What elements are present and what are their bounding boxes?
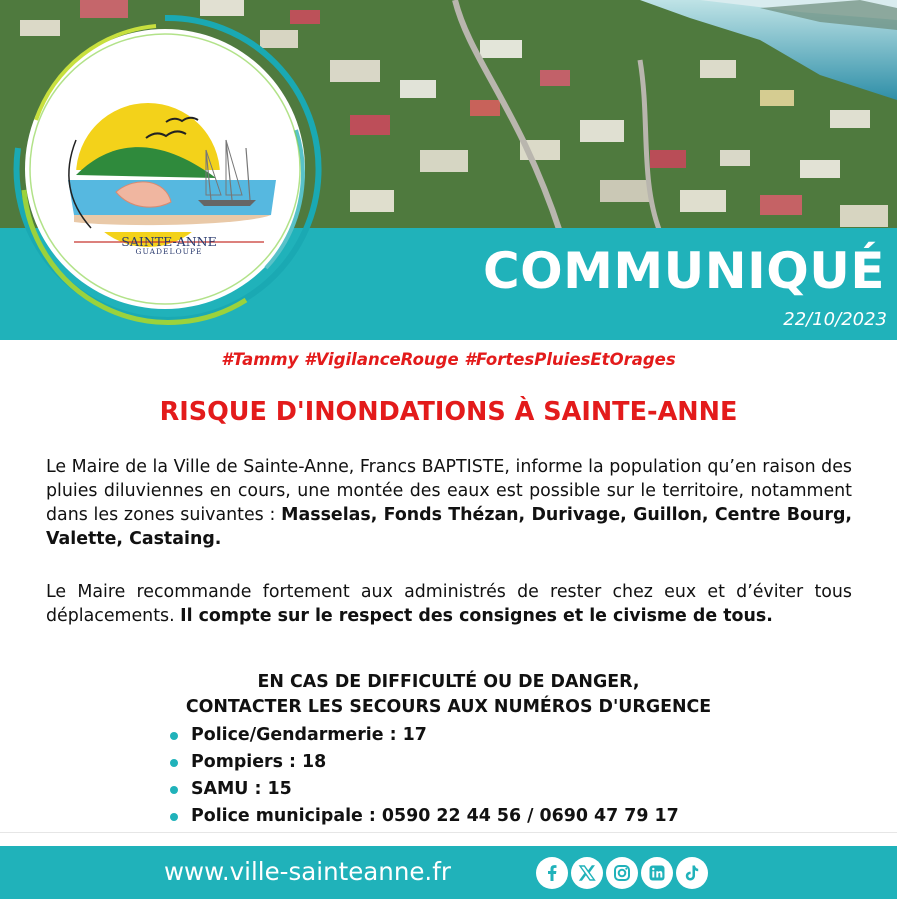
facebook-icon[interactable] (536, 857, 568, 889)
emergency-heading-line2: CONTACTER LES SECOURS AUX NUMÉROS D'URGENCE (185, 697, 712, 717)
recommendation-text: Le Maire recommande fortement aux administrés de rester chez eux et d’éviter tous déplacements. (46, 582, 852, 626)
tiktok-icon[interactable] (676, 857, 708, 889)
social-links (536, 857, 708, 889)
emergency-number-item (168, 777, 679, 804)
flood-zones: Masselas, Fonds Thézan, Durivage, Guillon, Centre Bourg, Valette, Castaing. (46, 505, 852, 549)
recommendation-paragraph (46, 580, 852, 628)
footer-bar (0, 846, 897, 899)
announcement-paragraph (46, 455, 852, 551)
footer-divider (0, 832, 897, 833)
instagram-icon[interactable] (606, 857, 638, 889)
emergency-number-label: Police municipale : 0590 22 44 56 / 0690 47 79 17 (191, 806, 679, 826)
recommendation-bold: Il compte sur le respect des consignes et le civisme de tous. (180, 606, 773, 626)
sainte-anne-logo (6, 10, 324, 328)
hashtags: #Tammy #VigilanceRouge #FortesPluiesEtOrages (221, 350, 676, 369)
emergency-number-label: SAMU : 15 (191, 779, 292, 799)
logo-emblem (6, 10, 324, 328)
website-link[interactable]: www.ville-sainteanne.fr (164, 857, 451, 886)
emergency-number-label: Police/Gendarmerie : 17 (191, 725, 427, 745)
header-banner (0, 0, 897, 340)
bullet-icon (170, 732, 178, 740)
logo-town-name: SAINTE-ANNE (121, 234, 217, 249)
linkedin-icon[interactable] (641, 857, 673, 889)
bullet-icon (170, 813, 178, 821)
emergency-heading-line1: EN CAS DE DIFFICULTÉ OU DE DANGER, (257, 672, 640, 692)
emergency-number-item (168, 804, 679, 831)
logo-region-name: GUADELOUPE (135, 247, 203, 256)
x-icon[interactable] (571, 857, 603, 889)
bullet-icon (170, 759, 178, 767)
announcement-text: Le Maire de la Ville de Sainte-Anne, Francs BAPTISTE, informe la population qu’en raison des pluies diluviennes en cours, une montée des eaux est possible sur le territoire, notamment dans les zones suivantes : (46, 457, 852, 525)
publication-date: 22/10/2023 (783, 309, 887, 330)
headline: RISQUE D'INONDATIONS À SAINTE-ANNE (159, 397, 738, 427)
emergency-number-item (168, 723, 679, 750)
emergency-number-item (168, 750, 679, 777)
bullet-icon (170, 786, 178, 794)
emergency-number-label: Pompiers : 18 (191, 752, 327, 772)
page-title: COMMUNIQUÉ (482, 242, 885, 300)
emergency-numbers-list (168, 723, 679, 831)
